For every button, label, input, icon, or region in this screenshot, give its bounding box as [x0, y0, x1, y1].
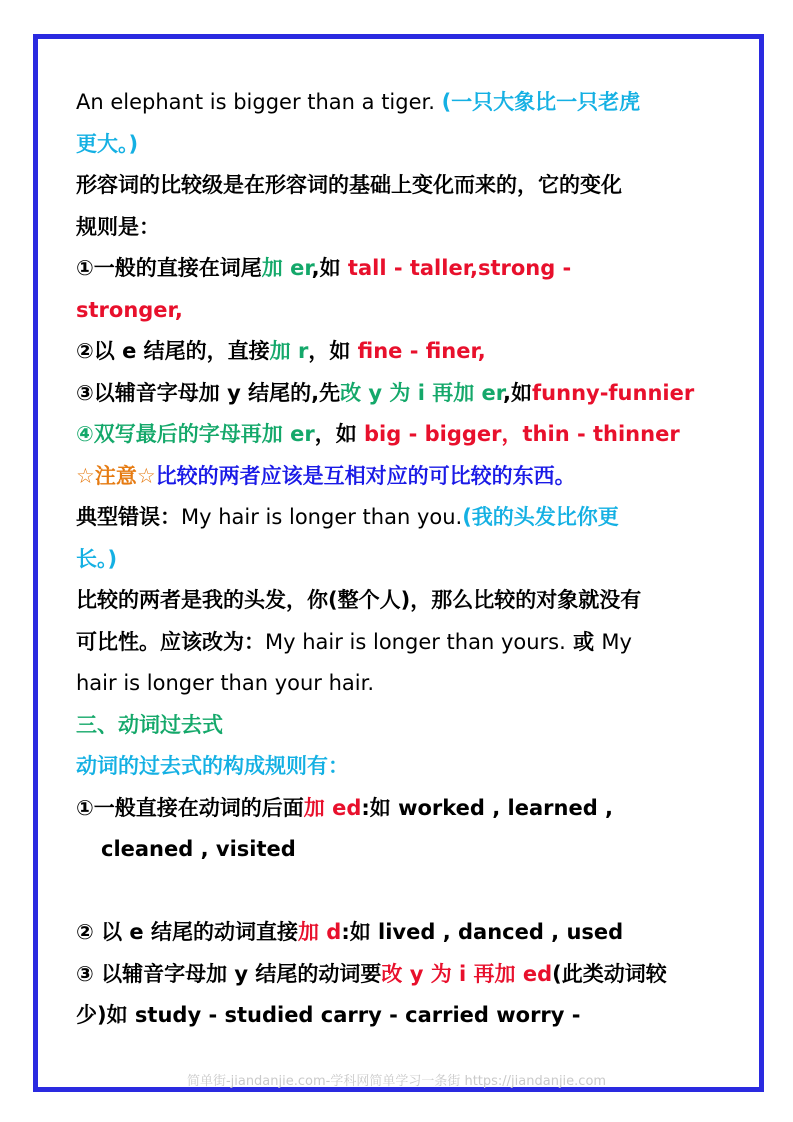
typical-error-translation: (我的头发比你更 [462, 505, 619, 529]
past-rule-3-note: (此类动词较 [552, 961, 667, 986]
sentence-example-line [76, 82, 726, 124]
past-rule-2-examples: lived , danced , used [378, 920, 624, 944]
rule-intro-cont: 规则是： [76, 214, 160, 239]
rule-intro: 形容词的比较级是在形容词的基础上变化而来的，它的变化 [76, 173, 622, 197]
correction-line-cont [76, 663, 726, 705]
rule-4-sep: ，如 [314, 422, 365, 446]
correction-sentence-2-cont: hair is longer than your hair. [76, 671, 375, 695]
past-rule-1-sep: :如 [361, 795, 399, 820]
rule-1-key: 加 er [261, 256, 312, 280]
explanation-line: 比较的两者是我的头发，你(整个人)，那么比较的对象就没有 [76, 588, 642, 612]
past-rule-2-text: ② 以 e 结尾的动词直接 [76, 920, 298, 944]
correction-sentence-1: My hair is longer than yours. [265, 629, 566, 654]
rule-3-sep: ,如 [503, 380, 533, 405]
example-translation-cont: 更大。) [76, 131, 139, 156]
past-rule-2-key: 加 d [297, 920, 342, 944]
rule-3-key: 改 y 为 i 再加 er [340, 380, 504, 405]
rule-2 [76, 331, 726, 373]
example-english: An elephant is bigger than a tiger. [76, 90, 442, 114]
note-label: ☆注意☆ [76, 463, 156, 488]
rule-3 [76, 373, 726, 415]
rule-2-text: ②以 e 结尾的，直接 [76, 339, 270, 363]
note-line [76, 456, 726, 498]
rule-4-key: ④双写最后的字母再加 er [76, 422, 315, 446]
past-rule-3-key: 改 y 为 i 再加 ed [381, 961, 553, 986]
past-rule-2 [76, 912, 726, 954]
rule-1-examples: tall - taller,strong - [347, 256, 572, 280]
typical-error-sentence: My hair is longer than you. [181, 505, 463, 529]
footer-watermark: 简单街-jiandanjie.com-学科网简单学习一条街 https://jiandanjie.com [186, 1074, 607, 1089]
rule-4-examples: big - bigger，thin - thinner [364, 422, 680, 446]
correction-label: 可比性。应该改为： [76, 629, 265, 654]
past-rule-3-examples: study - studied carry - carried worry - [134, 1003, 581, 1027]
note-text: 比较的两者应该是互相对应的可比较的东西。 [155, 463, 576, 488]
blank-line [76, 871, 726, 913]
rule-1 [76, 248, 726, 290]
typical-error-line [76, 497, 726, 539]
example-translation: (一只大象比一只老虎 [441, 90, 641, 114]
section-heading: 三、动词过去式 [76, 712, 223, 737]
past-rule-1-text: ①一般直接在动词的后面 [76, 795, 304, 820]
rule-2-sep: ，如 [308, 339, 358, 363]
rule-1-examples-cont: stronger, [76, 297, 183, 322]
past-rule-1-key: 加 ed [303, 795, 362, 820]
past-rule-1-examples: worked , learned , [398, 795, 614, 820]
typical-error-translation-cont: 长。) [76, 546, 118, 571]
correction-sentence-2: My [601, 629, 632, 654]
rule-3-text: ③以辅音字母加 y 结尾的,先 [76, 380, 341, 405]
rule-4 [76, 414, 726, 456]
past-rule-2-sep: :如 [341, 920, 379, 944]
correction-or: 或 [565, 629, 602, 654]
past-rule-3-text: ③ 以辅音字母加 y 结尾的动词要 [76, 961, 382, 986]
past-rule-1 [76, 788, 726, 830]
past-rule-3-cont [76, 995, 726, 1037]
rule-3-examples: funny-funnier [532, 380, 695, 405]
rule-2-examples: fine - finer, [357, 339, 486, 363]
rule-1-text: ①一般的直接在词尾 [76, 256, 262, 280]
correction-line [76, 622, 726, 664]
subheading: 动词的过去式的构成规则有： [76, 754, 349, 778]
rule-1-sep: ,如 [311, 256, 348, 280]
past-rule-3-note-cont: 少)如 [76, 1003, 135, 1027]
past-rule-3 [76, 954, 726, 996]
past-rule-1-cont: cleaned , visited [101, 837, 296, 861]
document-body [76, 82, 726, 1037]
typical-error-label: 典型错误： [76, 505, 181, 529]
rule-2-key: 加 r [269, 339, 309, 363]
